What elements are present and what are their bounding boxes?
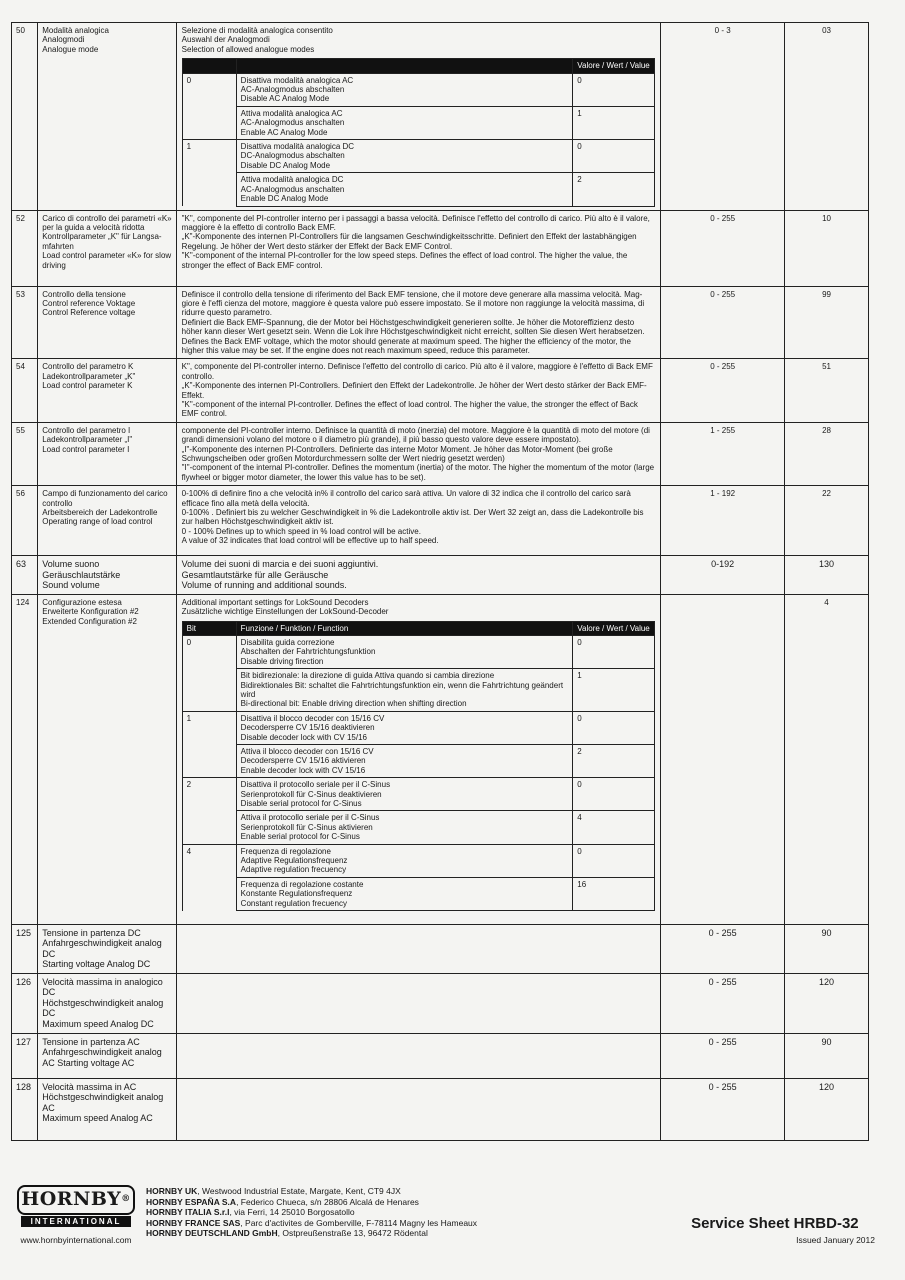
cv-default: 03: [785, 23, 869, 211]
hornby-logo: HORNBY® INTERNATIONAL www.hornbyinternational.com: [17, 1185, 135, 1245]
cv-name: [38, 556, 176, 595]
cv-description-line: Definiert die Back EMF-Spannung, die der Motor bei Höchstgeschwindigkeit generieren sollte. Je höher die Motoreffizienz desto höher kann dieser Wert gesetzt sein. Wenn die Lok ihre Höchstgeschwindigkeit nicht erreicht, sollten Sie diesen Wert herabsetzen.: [181, 317, 645, 337]
options-header-cell: Valore / Wert / Value: [573, 59, 655, 73]
options-header-cell: Funzione / Funktion / Function: [236, 621, 573, 635]
cv-name-line: Anfahrgeschwindigkeit analog AC Starting voltage AC: [42, 1047, 162, 1068]
cv-description: [176, 556, 661, 595]
option-function: [236, 877, 573, 910]
option-row: [182, 106, 655, 139]
cv-name-line: Maximum speed Analog DC: [42, 1018, 154, 1029]
option-function-line: Frequenza di regolazione costante: [240, 879, 364, 889]
option-function-line: Bidirektionales Bit: schaltet die Fahrtrichtungsfunktion ein, wenn die Fahrtrichtung geändert wird: [240, 680, 564, 699]
cv-description-line: Defines the Back EMF voltage, which the motor should generate at maximum speed. The higher the efficiency of the motor, the higher this value may be set. If the engine does not reach maximum speed, reduce this parameter.: [181, 336, 631, 355]
cv-description: [176, 1033, 661, 1078]
option-row: [182, 778, 655, 811]
option-value: 0: [573, 635, 655, 668]
cv-name-line: Erweiterte Konfiguration #2: [42, 607, 139, 617]
option-bit: [182, 811, 236, 844]
option-function-line: Disattiva modalità analogica DC: [240, 142, 355, 152]
cv-description: [176, 286, 661, 359]
option-function-line: Enable serial protocol for C-Sinus: [240, 832, 360, 842]
options-header-row: [182, 59, 655, 73]
option-function-line: Frequenza di regolazione: [240, 846, 331, 856]
cv-range: 0 - 255: [661, 359, 785, 422]
cv-description: [176, 23, 661, 211]
option-value: 1: [573, 106, 655, 139]
cv-description-line: "K", componente del PI-controller interno per i passaggi a bassa velocità. Definisce l'effetto del controllo di carico. Più alto è il valore, maggiore è la effetto di controllo Back EMF.: [181, 213, 650, 232]
cv-name-line: Maximum speed Analog AC: [42, 1113, 153, 1124]
option-function-line: Abschalten der Fahrtrichtungsfunktion: [240, 647, 376, 657]
option-value: 0: [573, 711, 655, 744]
cv-description-line: Volume of running and additional sounds.: [181, 580, 347, 591]
cv-row: [12, 23, 869, 211]
address-line: HORNBY FRANCE SAS, Parc d'activites de Gomberville, F-78114 Magny les Hameaux: [146, 1217, 478, 1228]
cv-name: [38, 486, 176, 556]
cv-name-line: Arbeitsbereich der Ladekontrolle: [42, 508, 158, 518]
cv-name-line: Configurazione estesa: [42, 597, 122, 607]
cv-row: [12, 973, 869, 1033]
cv-name-line: Sound volume: [42, 580, 100, 591]
cv-name-line: Geräuschlautstärke: [42, 569, 121, 580]
cv-name: [38, 594, 176, 924]
cv-default: 90: [785, 1033, 869, 1078]
cv-description-line: Auswahl der Analogmodi: [181, 35, 270, 45]
cv-number: 128: [12, 1078, 38, 1140]
option-function-line: Disattiva il protocollo seriale per il C-Sinus: [240, 780, 391, 790]
cv-name: [38, 359, 176, 422]
options-header-cell: [236, 59, 573, 73]
cv-table: [11, 22, 869, 1141]
cv-default: 28: [785, 422, 869, 485]
cv-name-line: Höchstgeschwindigkeit analog DC: [42, 997, 164, 1019]
cv-description-line: „K"-Komponente des internen PI-Controllers für die langsamen Geschwindigkeitsschritte. Definiert den Effekt der lastabhängigen Regelung. Je höher der Wert desto stärker der Effekt der Back EMF Control.: [181, 232, 637, 251]
cv-row: [12, 594, 869, 924]
cv-name-line: Volume suono: [42, 559, 100, 570]
cv-description-line: Gesamtlautstärke für alle Geräusche: [181, 569, 329, 580]
address-line: HORNBY DEUTSCHLAND GmbH, Ostpreußenstraße 13, 96472 Rödental: [146, 1228, 428, 1239]
cv-range: 0 - 255: [661, 286, 785, 359]
cv-description-line: "K"-component of the internal PI-controller for the low speed steps. Defines the effect of load control. The higher the value, the stronger the effect of Back EMF control.: [181, 251, 628, 270]
option-function-line: Disable driving firection: [240, 656, 324, 666]
company-addresses: [146, 1186, 477, 1239]
cv-name-line: Höchstgeschwindigkeit analog AC: [42, 1092, 164, 1113]
cv-name: [38, 924, 176, 973]
option-function-line: Adaptive regulation frecuency: [240, 865, 347, 875]
cv-name-line: Velocità massima in AC: [42, 1081, 137, 1092]
cv-description-line: componente del PI-controller interno. Definisce la quantità di moto (inerzia) del motore. Maggiore è la quantità di moto del motore (di grandi dimensioni volano del motore o il diametro più grande), il più basso questo valore deve essere impostato).: [181, 425, 650, 445]
option-function-line: Disattiva modalità analogica AC: [240, 75, 354, 85]
option-row: [182, 877, 655, 910]
website-url: www.hornbyinternational.com: [20, 1235, 132, 1245]
cv-description: [176, 924, 661, 973]
cv-name-line: Kontrollparameter „K" für Langsa-mfahrten: [42, 232, 162, 251]
cv-default: 4: [785, 594, 869, 924]
option-function: [236, 669, 573, 712]
option-row: [182, 635, 655, 668]
option-row: [182, 811, 655, 844]
cv-range: 0 - 3: [661, 23, 785, 211]
cv-number: 53: [12, 286, 38, 359]
cv-range: 1 - 255: [661, 422, 785, 485]
option-function-line: Konstante Regulationsfrequenz: [240, 889, 353, 899]
option-function-line: Decodersperre CV 15/16 aktivieren: [240, 756, 366, 766]
cv-description-line: Additional important settings for LokSound Decoders: [181, 597, 369, 607]
cv-name-line: Analogue mode: [42, 44, 99, 54]
cv-description-line: A value of 32 indicates that load control will be effective up to half speed.: [181, 536, 439, 546]
cv-name-line: Modalità analogica: [42, 26, 109, 35]
cv-description-line: "K"-component of the internal PI-controller. Defines the effect of load control. The higher the value, the stronger the effect of Back EMF control.: [181, 399, 638, 419]
cv-row: [12, 556, 869, 595]
cv-name-line: Starting voltage Analog DC: [42, 959, 151, 970]
option-function-line: Attiva modalità analogica DC: [240, 175, 344, 185]
options-table: [182, 621, 656, 912]
cv-name-line: Controllo della tensione: [42, 289, 126, 299]
options-header-row: [182, 621, 655, 635]
option-row: [182, 73, 655, 106]
cv-name-line: Control reference Voktage: [42, 298, 136, 308]
option-function-line: Serienprotokoll für C-Sinus deaktivieren: [240, 789, 382, 799]
option-function: [236, 811, 573, 844]
cv-range: 0 - 255: [661, 1033, 785, 1078]
option-bit: [182, 106, 236, 139]
cv-default: 120: [785, 973, 869, 1033]
cv-number: 126: [12, 973, 38, 1033]
option-function: [236, 745, 573, 778]
cv-table-body: [12, 23, 869, 1141]
option-function-line: Disabilita guida correzione: [240, 637, 335, 647]
option-row: [182, 745, 655, 778]
cv-number: 50: [12, 23, 38, 211]
cv-row: [12, 924, 869, 973]
cv-row: [12, 422, 869, 485]
cv-description-line: „K"-Komponente des internen PI-Controllers. Definiert den Effekt der Ladekontrolle. Je höher der Wert desto stärker der Back EMF-Effekt.: [181, 381, 647, 400]
option-bit: 1: [182, 711, 236, 744]
logo-text: HORNBY: [21, 1188, 122, 1210]
cv-default: 90: [785, 924, 869, 973]
option-bit: 1: [182, 140, 236, 173]
cv-name: [38, 1078, 176, 1140]
cv-row: [12, 1078, 869, 1140]
option-function: [236, 778, 573, 811]
sheet-title: Service Sheet HRBD-32: [691, 1215, 859, 1232]
option-function-line: Disable decoder lock with CV 15/16: [240, 732, 367, 742]
cv-description-line: 0 - 100% Defines up to which speed in % load control will be active.: [181, 526, 421, 536]
cv-number: 54: [12, 359, 38, 422]
option-function: [236, 844, 573, 877]
cv-description-line: Definisce il controllo della tensione di riferimento del Back EMF tensione, che il motore deve generare alla massima velocità. Mag-giore è l'effi cienza del motore, maggiore è questa valore può essere impostato. Se il motore non raggiunge la velocità massima, di ridurre questo parametro.: [181, 289, 645, 318]
options-header-cell: Valore / Wert / Value: [573, 621, 655, 635]
option-function-line: Disable AC Analog Mode: [240, 94, 330, 104]
option-value: 0: [573, 778, 655, 811]
option-row: [182, 669, 655, 712]
option-function-line: Bi-directional bit: Enable driving direction when shifting direction: [240, 699, 467, 709]
option-function-line: AC-Analogmodus anschalten: [240, 184, 345, 194]
option-value: 4: [573, 811, 655, 844]
option-bit: 0: [182, 635, 236, 668]
cv-default: 10: [785, 210, 869, 286]
cv-name-line: Load control parameter «K» for slow driving: [42, 251, 172, 270]
address-line: HORNBY UK, Westwood Industrial Estate, Margate, Kent, CT9 4JX: [146, 1186, 401, 1196]
option-function: [236, 635, 573, 668]
cv-row: [12, 286, 869, 359]
option-bit: 0: [182, 73, 236, 106]
cv-description: [176, 210, 661, 286]
option-function: [236, 711, 573, 744]
cv-description: [176, 486, 661, 556]
cv-number: 127: [12, 1033, 38, 1078]
option-value: 0: [573, 73, 655, 106]
cv-name-line: Tensione in partenza AC: [42, 1036, 140, 1047]
option-function-line: Adaptive Regulationsfrequenz: [240, 856, 348, 866]
cv-name-line: Load control parameter I: [42, 444, 130, 454]
option-bit: 2: [182, 778, 236, 811]
cv-number: 55: [12, 422, 38, 485]
cv-name-line: Campo di funzionamento del carico controllo: [42, 489, 168, 508]
options-header-cell: Bit: [182, 621, 236, 635]
option-value: 1: [573, 669, 655, 712]
cv-name: [38, 23, 176, 211]
cv-default: 51: [785, 359, 869, 422]
cv-row: [12, 210, 869, 286]
option-function-line: Enable AC Analog Mode: [240, 127, 328, 137]
option-value: 2: [573, 173, 655, 206]
option-value: 2: [573, 745, 655, 778]
sheet-info: [691, 1215, 875, 1245]
cv-number: 56: [12, 486, 38, 556]
option-row: [182, 140, 655, 173]
cv-description-line: Zusätzliche wichtige Einstellungen der LokSound-Decoder: [181, 607, 389, 617]
option-function-line: AC-Analogmodus anschalten: [240, 118, 345, 128]
cv-description-line: "I"-component of the internal PI-controller. Defines the momentum (inertia) of the motor. The higher the momentum of the motor (large flywheel or bigger motor diameter, the lower this value has to be set).: [181, 463, 655, 482]
option-function-line: Attiva il blocco decoder con 15/16 CV: [240, 747, 374, 756]
cv-name: [38, 286, 176, 359]
option-function-line: Disable serial protocol for C-Sinus: [240, 799, 362, 809]
cv-range: 0 - 255: [661, 973, 785, 1033]
option-row: [182, 711, 655, 744]
option-bit: [182, 877, 236, 910]
cv-default: 130: [785, 556, 869, 595]
cv-default: 22: [785, 486, 869, 556]
cv-name: [38, 422, 176, 485]
option-function-line: Serienprotokoll für C-Sinus aktivieren: [240, 822, 373, 832]
option-function: [236, 140, 573, 173]
cv-default: 120: [785, 1078, 869, 1140]
options-header-cell: [182, 59, 236, 73]
option-function-line: AC-Analogmodus abschalten: [240, 85, 345, 95]
cv-name: [38, 210, 176, 286]
cv-row: [12, 486, 869, 556]
cv-name-line: Tensione in partenza DC: [42, 927, 141, 938]
address-line: HORNBY ITALIA S.r.l, via Ferri, 14 25010 Borgosatollo: [146, 1207, 355, 1218]
cv-row: [12, 359, 869, 422]
cv-description-line: Selezione di modalità analogica consentito: [181, 26, 333, 35]
option-row: [182, 173, 655, 206]
cv-description-line: „I"-Komponente des internen PI-Controllers. Definierte das interne Motor Moment. Je höher das Motor-Moment (bei große Schwungscheiben oder großen Motordurchmessern sollte der Wert niedrig gesetzt werden): [181, 444, 613, 463]
option-function-line: Bit bidirezionale: la direzione di guida Attiva quando si cambia direzione: [240, 671, 495, 681]
cv-name-line: Extended Configuration #2: [42, 616, 137, 626]
option-function-line: Constant regulation frecuency: [240, 898, 347, 908]
option-bit: [182, 173, 236, 206]
cv-description: [176, 973, 661, 1033]
option-bit: 4: [182, 844, 236, 877]
option-function: [236, 173, 573, 206]
option-function-line: Attiva modalità analogica AC: [240, 108, 343, 118]
cv-number: 52: [12, 210, 38, 286]
option-function-line: Disable DC Analog Mode: [240, 160, 331, 170]
cv-description-line: Volume dei suoni di marcia e dei suoni aggiuntivi.: [181, 559, 379, 570]
cv-number: 63: [12, 556, 38, 595]
logo-subtitle: INTERNATIONAL: [21, 1216, 131, 1227]
cv-default: 99: [785, 286, 869, 359]
cv-name-line: Anfahrgeschwindigkeit analog DC: [42, 938, 162, 959]
option-bit: [182, 669, 236, 712]
cv-range: 0 - 255: [661, 1078, 785, 1140]
cv-name-line: Controllo del parametro I: [42, 425, 131, 435]
cv-name: [38, 1033, 176, 1078]
option-row: [182, 844, 655, 877]
options-table: [182, 58, 656, 206]
cv-description: [176, 594, 661, 924]
option-value: 16: [573, 877, 655, 910]
cv-description: [176, 422, 661, 485]
cv-number: 124: [12, 594, 38, 924]
cv-range: 0-192: [661, 556, 785, 595]
cv-description-line: Selection of allowed analogue modes: [181, 44, 315, 54]
cv-description: [176, 1078, 661, 1140]
cv-range: 1 - 192: [661, 486, 785, 556]
cv-description: [176, 359, 661, 422]
cv-name: [38, 973, 176, 1033]
cv-number: 125: [12, 924, 38, 973]
option-function-line: DC-Analogmodus abschalten: [240, 151, 345, 161]
cv-description-line: 0-100% di definire fino a che velocità in% il controllo del carico sarà attiva. Un valore di 32 indica che il controllo del carico sarà efficace fino alla metà della velocità.: [181, 489, 631, 508]
option-function-line: Enable DC Analog Mode: [240, 194, 329, 204]
cv-range: 0 - 255: [661, 210, 785, 286]
issue-date: Issued January 2012: [796, 1235, 875, 1245]
cv-description-line: K", componente del PI-controller interno. Definisce l'effetto del controllo di carico. Più alto è il valore, maggiore è l'effetto di Back EMF controllo.: [181, 362, 653, 381]
cv-name-line: Velocità massima in analogico DC: [42, 976, 163, 998]
option-value: 0: [573, 844, 655, 877]
option-function-line: Attiva il protocollo seriale per il C-Sinus: [240, 813, 380, 823]
cv-range: 0 - 255: [661, 924, 785, 973]
option-function-line: Enable decoder lock with CV 15/16: [240, 765, 366, 775]
option-function: [236, 73, 573, 106]
cv-range: [661, 594, 785, 924]
option-value: 0: [573, 140, 655, 173]
address-line: HORNBY ESPAÑA S.A, Federico Chueca, s/n 28806 Alcalá de Henares: [146, 1196, 419, 1207]
cv-name-line: Control Reference voltage: [42, 308, 136, 318]
cv-name-line: Controllo del parametro K: [42, 362, 134, 372]
cv-name-line: Operating range of load control: [42, 517, 153, 527]
cv-name-line: Load control parameter K: [42, 381, 133, 391]
cv-description-line: 0-100% . Definiert bis zu welcher Geschwindigkeit in % die Ladekontrolle aktiv ist. Der Wert 32 zeigt an, dass die Ladekontrolle bis zur halben Höchstgeschwindigkeit aktiv ist.: [181, 508, 644, 527]
option-bit: [182, 745, 236, 778]
option-function-line: Disattiva il blocco decoder con 15/16 CV: [240, 713, 385, 723]
option-function-line: Decodersperre CV 15/16 deaktivieren: [240, 723, 375, 733]
cv-name-line: Ladekontrollparameter „I": [42, 435, 133, 445]
cv-name-line: Analogmodi: [42, 35, 85, 45]
cv-row: [12, 1033, 869, 1078]
option-function: [236, 106, 573, 139]
cv-name-line: Ladekontrollparameter „K": [42, 371, 136, 381]
cv-name-line: Carico di controllo dei parametri «K» per la guida a velocità ridotta: [42, 213, 172, 232]
footer: [11, 1180, 875, 1250]
